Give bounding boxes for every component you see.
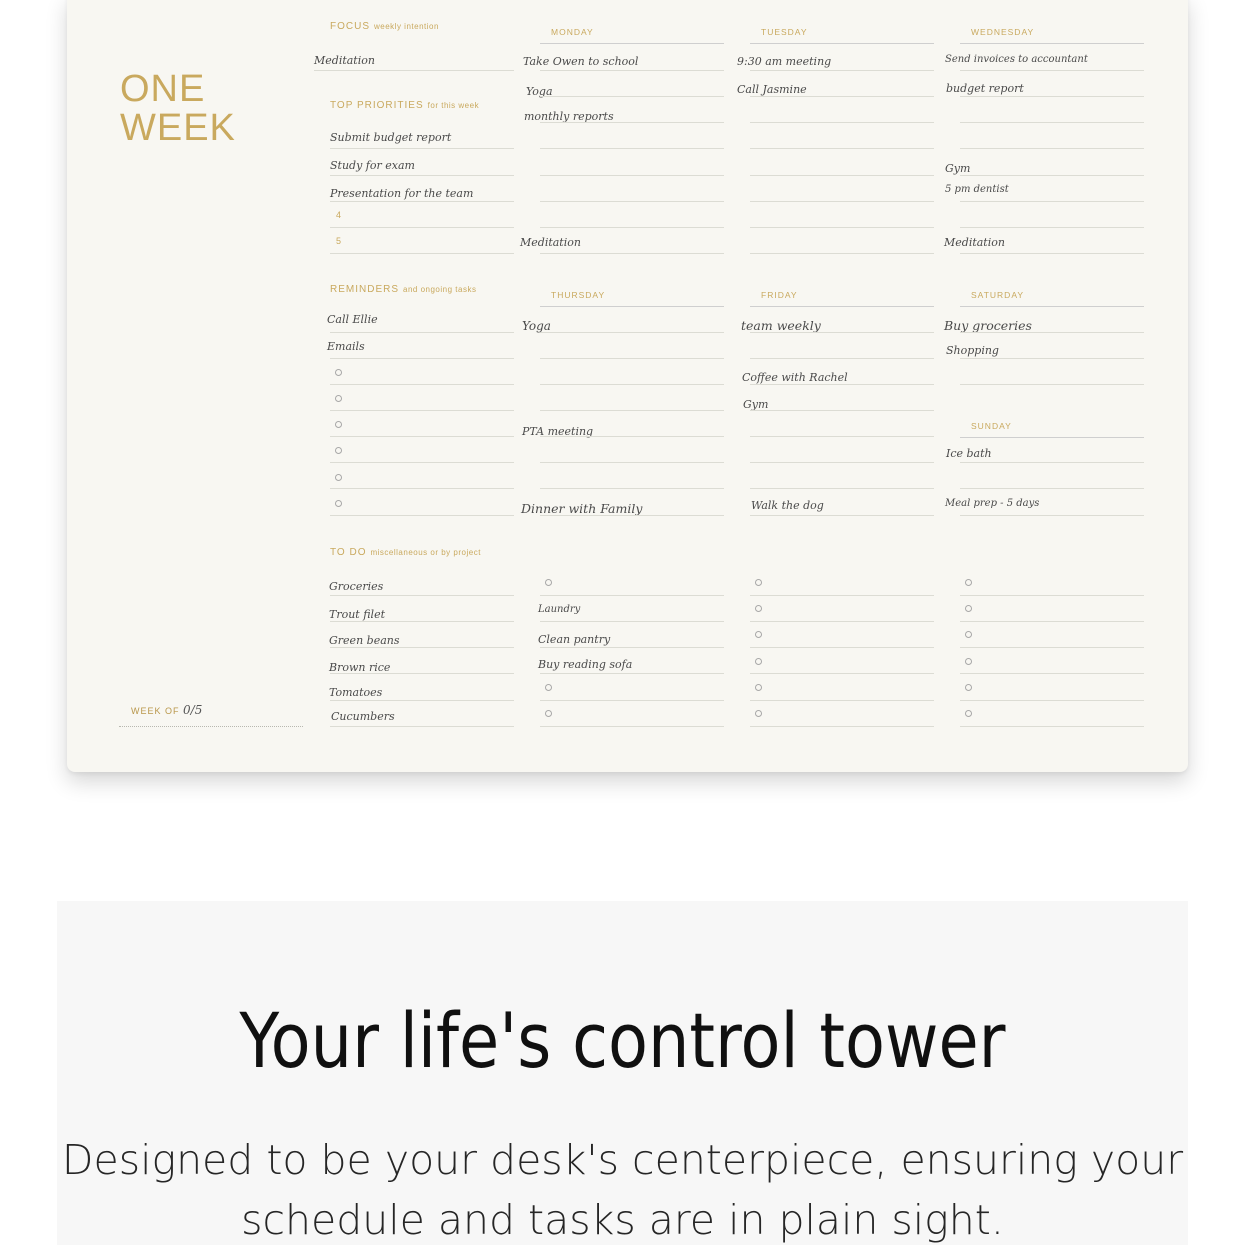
promo-headline: Your life's control tower <box>239 996 1006 1085</box>
todo-line <box>540 595 724 596</box>
todo-line <box>750 700 934 701</box>
priority-entry: Presentation for the team <box>330 187 474 200</box>
todo-line <box>330 673 514 674</box>
priorities-label: TOP PRIORITIES <box>330 100 424 111</box>
focus-label: FOCUS <box>330 21 370 32</box>
day-line <box>750 332 934 333</box>
todo-heading <box>330 547 481 558</box>
promo-subtext-line: Designed to be your desk's centerpiece, ensuring your <box>61 1136 1184 1184</box>
reminders-heading <box>330 284 476 295</box>
friday-entry: Gym <box>743 398 769 411</box>
tuesday-entry: 9:30 am meeting <box>737 55 832 68</box>
reminder-checkbox[interactable] <box>335 395 342 402</box>
brand-line-one: ONE <box>120 68 206 110</box>
day-line <box>540 122 724 123</box>
reminder-checkbox[interactable] <box>335 500 342 507</box>
todo-line <box>540 621 724 622</box>
todo-checkbox[interactable] <box>965 605 972 612</box>
day-line <box>540 488 724 489</box>
todo-checkbox[interactable] <box>965 684 972 691</box>
day-line <box>960 358 1144 359</box>
reminder-line <box>330 436 514 437</box>
focus-sublabel: weekly intention <box>374 22 439 31</box>
week-of-value: 0/5 <box>183 703 203 717</box>
sunday-entry: Ice bath <box>946 447 992 460</box>
priorities-sublabel: for this week <box>427 101 480 110</box>
todo-line <box>540 726 724 727</box>
day-line <box>960 253 1144 254</box>
reminder-entry: Emails <box>327 340 365 353</box>
day-line <box>960 332 1144 333</box>
promo-subtext-line: schedule and tasks are in plain sight. <box>241 1196 1004 1244</box>
day-line <box>750 358 934 359</box>
brand-line-week: WEEK <box>120 107 236 149</box>
day-line <box>540 332 724 333</box>
focus-heading <box>330 21 439 32</box>
todo-line <box>960 647 1144 648</box>
day-line <box>960 70 1144 71</box>
day-line <box>540 436 724 437</box>
reminder-checkbox[interactable] <box>335 421 342 428</box>
reminder-line <box>330 515 514 516</box>
day-header-thursday: THURSDAY <box>540 290 724 307</box>
day-header-friday: FRIDAY <box>750 290 934 307</box>
day-line <box>540 148 724 149</box>
priority-entry: Study for exam <box>330 159 415 172</box>
day-line <box>960 384 1144 385</box>
day-line <box>960 201 1144 202</box>
wednesday-entry: Send invoices to accountant <box>945 54 1088 65</box>
day-line <box>960 462 1144 463</box>
todo-line <box>330 595 514 596</box>
sunday-entry: Meal prep - 5 days <box>945 498 1040 509</box>
todo-entry: Cucumbers <box>331 710 395 723</box>
day-line <box>540 358 724 359</box>
tuesday-entry: Call Jasmine <box>737 83 807 96</box>
day-line <box>540 410 724 411</box>
monday-entry: Yoga <box>526 85 553 98</box>
priority-line <box>330 201 514 202</box>
day-line <box>540 70 724 71</box>
priority-line <box>330 175 514 176</box>
day-line <box>750 227 934 228</box>
day-line <box>960 488 1144 489</box>
day-line <box>750 515 934 516</box>
todo-line <box>960 700 1144 701</box>
thursday-entry: Yoga <box>522 319 551 333</box>
saturday-entry: Shopping <box>946 344 999 357</box>
reminder-line <box>330 384 514 385</box>
day-line <box>540 462 724 463</box>
todo-line <box>540 700 724 701</box>
reminder-entry: Call Ellie <box>327 313 378 326</box>
reminders-sublabel: and ongoing tasks <box>403 285 477 294</box>
todo-line <box>330 621 514 622</box>
todo-entry: Trout filet <box>329 608 386 621</box>
todo-entry: Laundry <box>538 604 581 615</box>
saturday-entry: Buy groceries <box>944 318 1032 333</box>
day-line <box>960 227 1144 228</box>
day-line <box>750 96 934 97</box>
todo-checkbox[interactable] <box>755 631 762 638</box>
day-header-sunday: SUNDAY <box>960 421 1144 438</box>
todo-line <box>750 595 934 596</box>
day-line <box>540 515 724 516</box>
week-of-line <box>119 726 303 727</box>
priority-entry: Submit budget report <box>330 131 452 144</box>
week-of-label <box>131 703 202 717</box>
day-header-monday: MONDAY <box>540 27 724 44</box>
day-line <box>750 122 934 123</box>
promo-subtext <box>57 1130 1188 1250</box>
todo-entry: Groceries <box>329 580 384 593</box>
day-line <box>960 515 1144 516</box>
todo-line <box>330 726 514 727</box>
todo-entry: Buy reading sofa <box>538 658 633 671</box>
planner-brand-title <box>120 70 280 148</box>
monday-entry: Meditation <box>520 236 581 249</box>
todo-line <box>960 621 1144 622</box>
day-line <box>540 201 724 202</box>
day-line <box>750 201 934 202</box>
todo-line <box>750 726 934 727</box>
todo-checkbox[interactable] <box>965 579 972 586</box>
focus-line <box>314 70 514 71</box>
day-line <box>960 148 1144 149</box>
friday-entry: Coffee with Rachel <box>742 371 848 384</box>
reminder-line <box>330 488 514 489</box>
todo-entry: Clean pantry <box>538 633 611 646</box>
priority-line <box>330 148 514 149</box>
thursday-entry: PTA meeting <box>522 425 594 438</box>
reminder-checkbox[interactable] <box>335 369 342 376</box>
priority-line <box>330 227 514 228</box>
monday-entry: monthly reports <box>524 110 614 123</box>
todo-line <box>960 595 1144 596</box>
day-header-wednesday: WEDNESDAY <box>960 27 1144 44</box>
todo-entry: Tomatoes <box>329 686 383 699</box>
day-line <box>750 70 934 71</box>
todo-line <box>330 647 514 648</box>
reminder-line <box>330 332 514 333</box>
wednesday-entry: budget report <box>946 82 1024 95</box>
todo-checkbox[interactable] <box>545 710 552 717</box>
priority-number: 5 <box>336 236 342 246</box>
day-line <box>750 148 934 149</box>
wednesday-entry: Gym <box>945 162 971 175</box>
todo-checkbox[interactable] <box>965 631 972 638</box>
day-line <box>750 488 934 489</box>
day-header-tuesday: TUESDAY <box>750 27 934 44</box>
todo-line <box>540 647 724 648</box>
reminder-line <box>330 462 514 463</box>
reminder-checkbox[interactable] <box>335 447 342 454</box>
day-line <box>540 227 724 228</box>
reminder-line <box>330 358 514 359</box>
friday-entry: Walk the dog <box>751 499 824 512</box>
reminder-checkbox[interactable] <box>335 474 342 481</box>
day-line <box>540 384 724 385</box>
reminders-label: REMINDERS <box>330 284 400 295</box>
todo-checkbox[interactable] <box>965 658 972 665</box>
todo-line <box>750 673 934 674</box>
todo-entry: Green beans <box>329 634 400 647</box>
todo-checkbox[interactable] <box>755 605 762 612</box>
week-of-text: WEEK OF <box>131 706 180 716</box>
day-line <box>960 175 1144 176</box>
todo-checkbox[interactable] <box>755 579 762 586</box>
todo-sublabel: miscellaneous or by project <box>370 548 481 557</box>
day-line <box>540 175 724 176</box>
day-line <box>960 96 1144 97</box>
priority-number: 4 <box>336 210 342 220</box>
todo-checkbox[interactable] <box>755 684 762 691</box>
day-line <box>750 462 934 463</box>
todo-line <box>540 673 724 674</box>
day-line <box>750 253 934 254</box>
priorities-heading <box>330 100 479 111</box>
wednesday-entry: Meditation <box>944 236 1005 249</box>
todo-line <box>750 621 934 622</box>
day-line <box>540 253 724 254</box>
day-line <box>960 122 1144 123</box>
day-line <box>750 436 934 437</box>
todo-checkbox[interactable] <box>545 684 552 691</box>
todo-label: TO DO <box>330 547 367 558</box>
priority-line <box>330 253 514 254</box>
monday-entry: Take Owen to school <box>523 55 639 68</box>
todo-checkbox[interactable] <box>545 579 552 586</box>
day-line <box>540 96 724 97</box>
todo-line <box>750 647 934 648</box>
friday-entry: team weekly <box>741 318 821 333</box>
day-line <box>750 410 934 411</box>
todo-checkbox[interactable] <box>965 710 972 717</box>
todo-entry: Brown rice <box>329 661 391 674</box>
day-header-saturday: SATURDAY <box>960 290 1144 307</box>
todo-line <box>960 726 1144 727</box>
todo-line <box>960 673 1144 674</box>
todo-line <box>330 700 514 701</box>
focus-entry: Meditation <box>314 54 375 67</box>
thursday-entry: Dinner with Family <box>521 501 643 516</box>
wednesday-entry: 5 pm dentist <box>945 184 1009 195</box>
todo-checkbox[interactable] <box>755 710 762 717</box>
day-line <box>750 384 934 385</box>
reminder-line <box>330 410 514 411</box>
todo-checkbox[interactable] <box>755 658 762 665</box>
day-line <box>750 175 934 176</box>
